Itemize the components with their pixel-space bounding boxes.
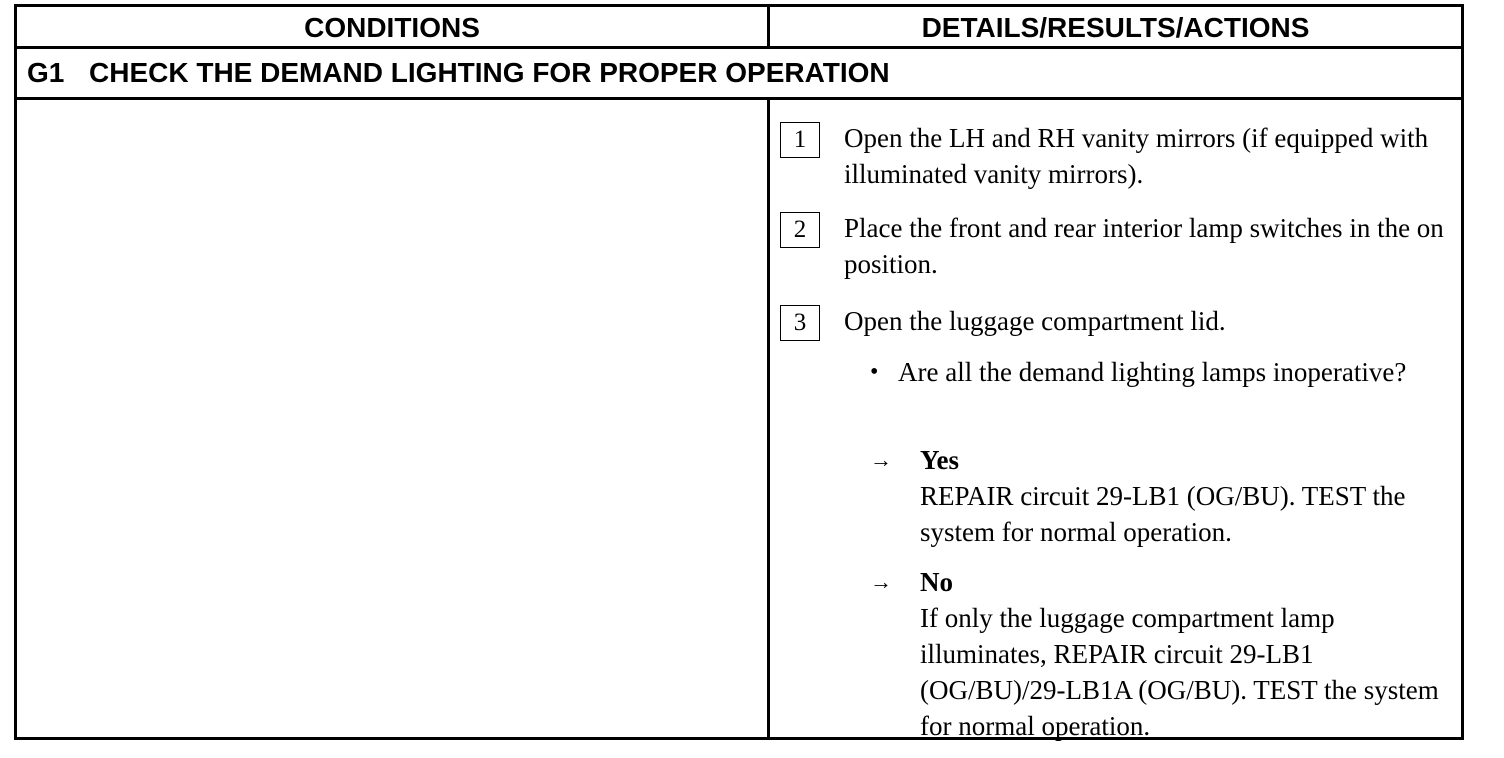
step-number-box: 1 [780,122,820,158]
details-header: DETAILS/RESULTS/ACTIONS [921,12,1310,43]
table-header-row [17,7,1461,49]
step-number-box: 2 [780,212,820,248]
step-number-box: 3 [780,305,820,341]
answer-text: If only the luggage compartment lamp illuminates, REPAIR circuit 29-LB1 (OG/BU)/29-LB1A (OG/BU). TEST the system for normal operation. [920,603,1439,741]
conditions-header: CONDITIONS [17,7,770,46]
details-cell [770,100,1461,741]
step-text: Open the LH and RH vanity mirrors (if equipped with illuminated vanity mirrors). [844,123,1429,189]
answer-label: Yes [920,445,959,475]
section-id: G1 [27,57,65,88]
section-title: CHECK THE DEMAND LIGHTING FOR PROPER OPERATION [89,57,890,88]
step-text: Place the front and rear interior lamp switches in the on position. [844,213,1444,279]
arrow-right-icon: → [870,569,892,594]
arrow-right-icon: → [870,447,892,472]
step-text: Open the luggage compartment lid. [844,306,1226,336]
answer-label: No [920,567,953,597]
question-text: Are all the demand lighting lamps inoperative? [898,357,1407,387]
section-title-row [17,49,1461,100]
answer-text: REPAIR circuit 29-LB1 (OG/BU). TEST the system for normal operation. [920,481,1406,547]
conditions-cell [17,100,770,737]
bullet-icon: • [870,359,879,385]
diagnostic-table [14,4,1464,740]
